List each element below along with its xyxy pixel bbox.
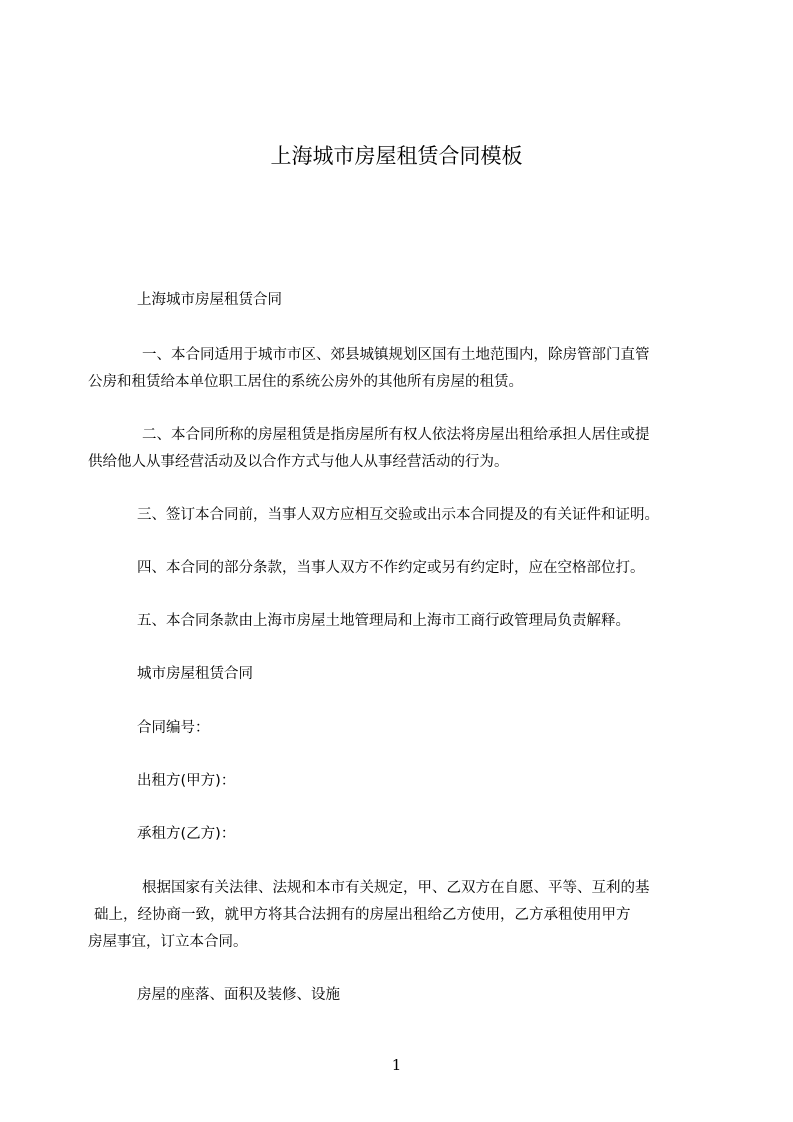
document-title: 上海城市房屋租赁合同模板 — [270, 144, 523, 168]
clause-1-line-1: 一、本合同适用于城市市区、郊县城镇规划区国有土地范围内，除房管部门直管 — [142, 347, 650, 363]
preamble-line-2: 础上，经协商一致，就甲方将其合法拥有的房屋出租给乙方使用，乙方承租使用甲方 — [94, 907, 631, 923]
clause-2-line-2: 供给他人从事经营活动及以合作方式与他人从事经营活动的行为。 — [88, 454, 509, 470]
clause-4: 四、本合同的部分条款，当事人双方不作约定或另有约定时，应在空格部位打。 — [137, 560, 645, 576]
clause-2-line-1: 二、本合同所称的房屋租赁是指房屋所有权人依法将房屋出租给承担人居住或提 — [142, 427, 650, 443]
section-heading: 房屋的座落、面积及装修、设施 — [137, 987, 340, 1003]
clause-5: 五、本合同条款由上海市房屋土地管理局和上海市工商行政管理局负责解释。 — [137, 613, 630, 629]
lessor-label: 出租方(甲方)： — [137, 773, 236, 789]
lessee-label: 承租方(乙方)： — [137, 826, 236, 842]
clause-3: 三、签订本合同前，当事人双方应相互交验或出示本合同提及的有关证件和证明。 — [137, 507, 659, 523]
contract-heading: 上海城市房屋租赁合同 — [137, 292, 282, 308]
contract-number-label: 合同编号： — [137, 720, 210, 736]
preamble-line-1: 根据国家有关法律、法规和本市有关规定，甲、乙双方在自愿、平等、互利的基 — [142, 880, 650, 896]
contract-subheading: 城市房屋租赁合同 — [137, 666, 253, 682]
clause-1-line-2: 公房和租赁给本单位职工居住的系统公房外的其他所有房屋的租赁。 — [88, 374, 523, 390]
page-number: 1 — [391, 1056, 402, 1074]
preamble-line-3: 房屋事宜，订立本合同。 — [88, 934, 248, 950]
